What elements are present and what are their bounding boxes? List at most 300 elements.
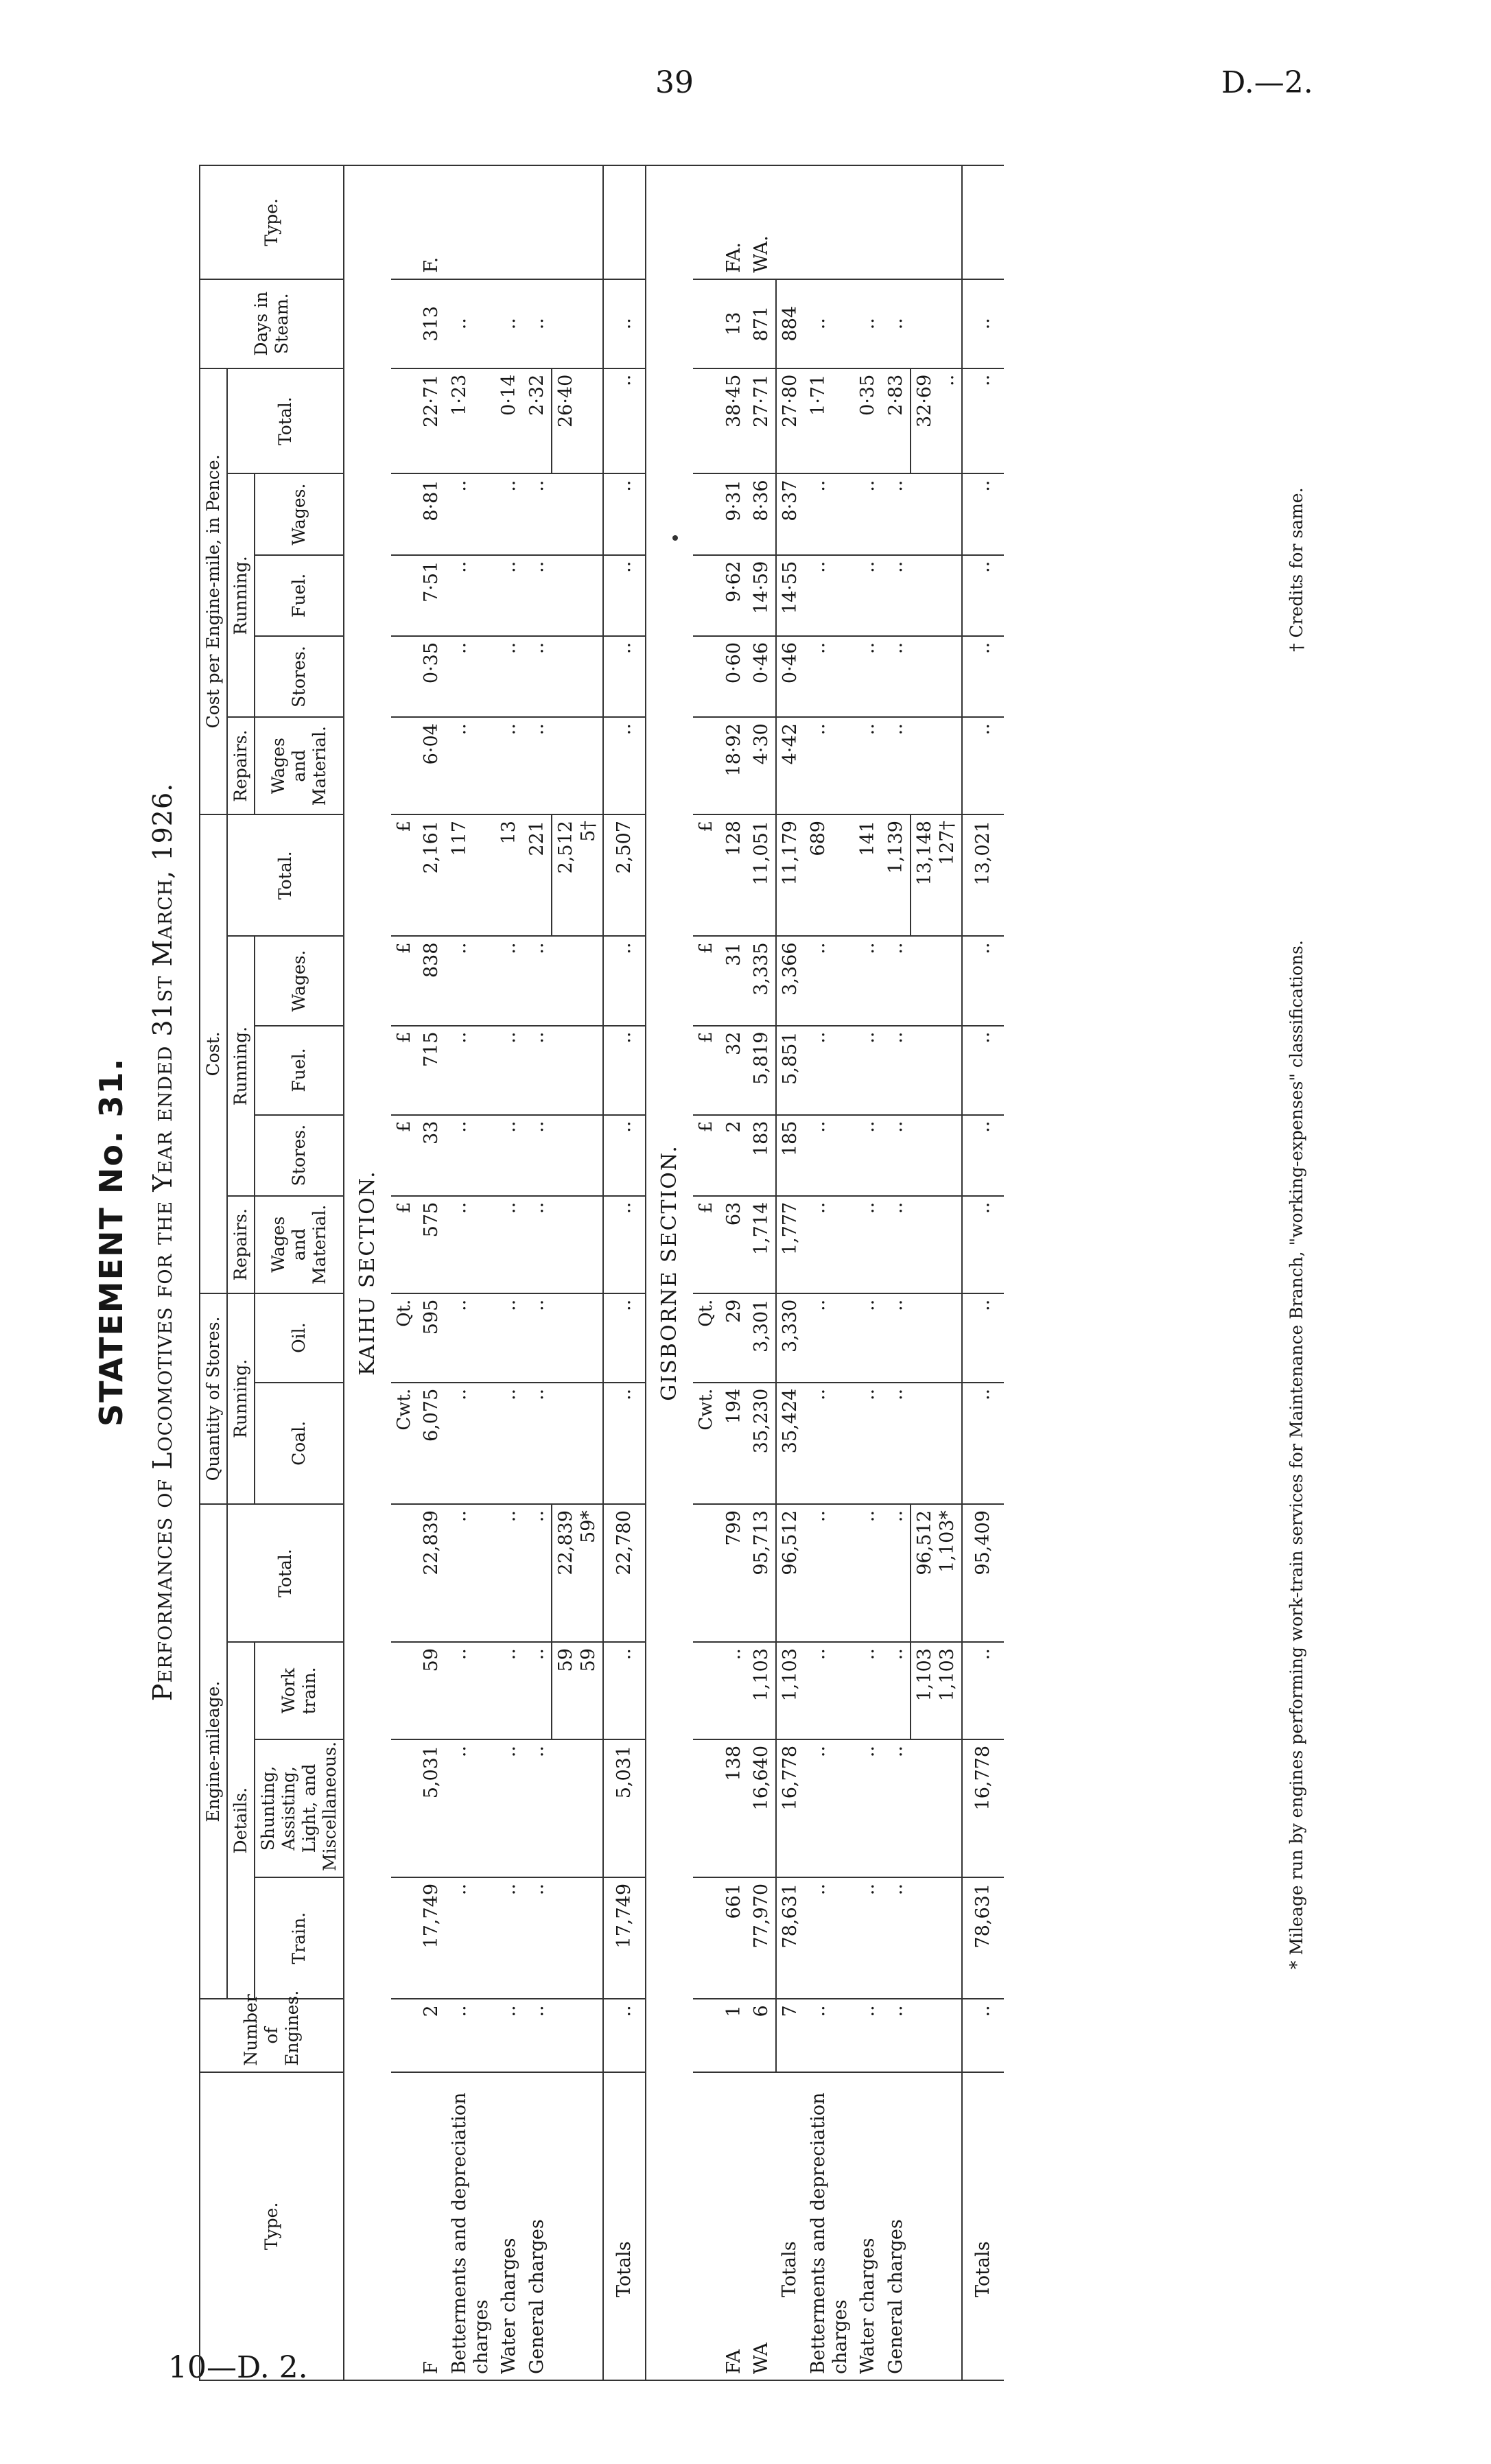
cell-pence-fuel: .. bbox=[495, 555, 523, 636]
cell-cost-repairs: .. bbox=[446, 1196, 496, 1293]
cell-oil: 29 bbox=[720, 1293, 748, 1383]
cell-engines: .. bbox=[524, 1999, 552, 2072]
cell-pence-repairs: .. bbox=[524, 717, 552, 814]
rotated-statement bbox=[82, 75, 1386, 2408]
cell-cost-stores: .. bbox=[446, 1115, 496, 1196]
cell-engines: 6 bbox=[748, 1999, 776, 2072]
cell-cost-stores: .. bbox=[854, 1115, 882, 1196]
cell-pence-wages: .. bbox=[524, 473, 552, 554]
table-row bbox=[882, 165, 911, 2380]
cell-cost-total: 2,507 bbox=[603, 814, 646, 936]
cell-cost-wages: .. bbox=[882, 936, 911, 1025]
table-row bbox=[495, 165, 523, 2380]
cell-coal: 35,424 bbox=[776, 1383, 804, 1504]
row-type: Totals bbox=[603, 2072, 646, 2380]
cell-coal: .. bbox=[524, 1383, 552, 1504]
unit-pound: £ bbox=[693, 1196, 720, 1293]
cell-pence-stores: 0·46 bbox=[776, 636, 804, 717]
cell-pence-fuel: 9·62 bbox=[720, 555, 748, 636]
row-type: Totals bbox=[776, 2072, 804, 2380]
unit-pound: £ bbox=[391, 1026, 418, 1115]
cell-cost-total: 689 bbox=[805, 814, 855, 936]
cell-cost-fuel: 5,819 bbox=[748, 1026, 776, 1115]
cell-cost-fuel: 715 bbox=[418, 1026, 445, 1115]
statement-title: STATEMENT No. 31. bbox=[93, 1057, 130, 1427]
unit-qt: Qt. bbox=[693, 1293, 720, 1383]
table-row bbox=[720, 165, 748, 2380]
cell-mileage-total: .. bbox=[854, 1504, 882, 1642]
cell-pence-stores: .. bbox=[882, 636, 911, 717]
cell-cost-repairs: .. bbox=[603, 1196, 646, 1293]
table-row bbox=[418, 165, 445, 2380]
cell-pence-total: 38·45 bbox=[720, 368, 748, 474]
unit-qt: Qt. bbox=[391, 1293, 418, 1383]
cell-cost-fuel: 5,851 bbox=[776, 1026, 804, 1115]
cell-engines: .. bbox=[962, 1999, 1004, 2072]
cell-pence-repairs: .. bbox=[854, 717, 882, 814]
cell-type-right: FA. bbox=[720, 165, 748, 279]
cell-days: .. bbox=[524, 279, 552, 368]
cell-pence-fuel: .. bbox=[805, 555, 855, 636]
cell-mileage-total: 96,512 bbox=[776, 1504, 804, 1642]
unit-pound: £ bbox=[391, 814, 418, 936]
header-engine-mileage: Engine-mileage. bbox=[200, 1504, 227, 1999]
cell-days: .. bbox=[603, 279, 646, 368]
cell-cost-stores: .. bbox=[882, 1115, 911, 1196]
header-cost-stores: Stores. bbox=[255, 1115, 344, 1196]
cell-train: .. bbox=[524, 1877, 552, 1999]
cell-engines: 1 bbox=[720, 1999, 748, 2072]
subtotal-row bbox=[911, 165, 962, 2380]
cell-cost-stores: .. bbox=[495, 1115, 523, 1196]
row-type: FA bbox=[720, 2072, 748, 2380]
cell-cost-wages: .. bbox=[524, 936, 552, 1025]
cell-engines: 2 bbox=[418, 1999, 445, 2072]
cell-train: .. bbox=[446, 1877, 496, 1999]
cell-cost-wages: 838 bbox=[418, 936, 445, 1025]
cell-cost-repairs: .. bbox=[882, 1196, 911, 1293]
unit-pound: £ bbox=[391, 936, 418, 1025]
cell-oil: .. bbox=[805, 1293, 855, 1383]
cell-pence-repairs: .. bbox=[805, 717, 855, 814]
cell-mileage-total: 96,512 1,103* bbox=[911, 1504, 962, 1642]
header-number-of-engines: Number of Engines. bbox=[200, 1999, 344, 2072]
cell-shunting: 5,031 bbox=[603, 1739, 646, 1877]
cell-days: 313 bbox=[418, 279, 445, 368]
cell-work-train: .. bbox=[524, 1642, 552, 1739]
cell-cost-repairs: .. bbox=[962, 1196, 1004, 1293]
cell-coal: .. bbox=[495, 1383, 523, 1504]
cell-pence-fuel: 14·59 bbox=[748, 555, 776, 636]
cell-pence-stores: .. bbox=[854, 636, 882, 717]
cell-work-train: .. bbox=[603, 1642, 646, 1739]
cell-type-right bbox=[805, 165, 855, 279]
cell-pence-total: 1·71 bbox=[805, 368, 855, 474]
cell-pence-repairs: 6·04 bbox=[418, 717, 445, 814]
header-type-right: Type. bbox=[200, 165, 344, 279]
cell-cost-repairs: 63 bbox=[720, 1196, 748, 1293]
cell-days: 13 bbox=[720, 279, 748, 368]
cell-cost-fuel: 32 bbox=[720, 1026, 748, 1115]
cell-cost-wages: .. bbox=[495, 936, 523, 1025]
header-quantity-of-stores: Quantity of Stores. bbox=[200, 1293, 227, 1504]
cell-type-right bbox=[495, 165, 523, 279]
totals-row bbox=[603, 165, 646, 2380]
cell-pence-stores: .. bbox=[524, 636, 552, 717]
cell-work-train: 1,103 1,103 bbox=[911, 1642, 962, 1739]
cell-cost-repairs: .. bbox=[495, 1196, 523, 1293]
cell-cost-total: 1,139 bbox=[882, 814, 911, 936]
unit-pound: £ bbox=[693, 1026, 720, 1115]
unit-cwt: Cwt. bbox=[391, 1383, 418, 1504]
cell-engines: .. bbox=[495, 1999, 523, 2072]
row-type: F bbox=[418, 2072, 445, 2380]
cell-pence-stores: .. bbox=[603, 636, 646, 717]
cell-pence-wages: 8·36 bbox=[748, 473, 776, 554]
cell-cost-stores: 33 bbox=[418, 1115, 445, 1196]
cell-cost-fuel: .. bbox=[495, 1026, 523, 1115]
header-cost-repairs: Repairs. bbox=[227, 1196, 255, 1293]
header-mileage-total: Total. bbox=[227, 1504, 344, 1642]
cell-pence-total: 1·23 bbox=[446, 368, 496, 474]
cell-days: .. bbox=[854, 279, 882, 368]
cell-train: .. bbox=[882, 1877, 911, 1999]
row-type: General charges bbox=[882, 2072, 911, 2380]
kaihu-section-title: KAIHU SECTION. bbox=[344, 165, 391, 2380]
cell-pence-fuel: .. bbox=[524, 555, 552, 636]
cell-cost-total: 141 bbox=[854, 814, 882, 936]
cell-train: .. bbox=[854, 1877, 882, 1999]
table-row bbox=[854, 165, 882, 2380]
cell-work-train: .. bbox=[854, 1642, 882, 1739]
cell-mileage-total: 22,839 59* bbox=[552, 1504, 603, 1642]
cell-pence-total: 26·40 bbox=[552, 368, 603, 474]
table-row bbox=[524, 165, 552, 2380]
cell-pence-fuel: .. bbox=[446, 555, 496, 636]
cell-pence-repairs: .. bbox=[446, 717, 496, 814]
cell-pence-wages: .. bbox=[882, 473, 911, 554]
cell-shunting: .. bbox=[524, 1739, 552, 1877]
cell-work-train: .. bbox=[446, 1642, 496, 1739]
cell-work-train: .. bbox=[495, 1642, 523, 1739]
cell-shunting: .. bbox=[882, 1739, 911, 1877]
header-shunting: Shunting, Assisting, Light, and Miscellaneous. bbox=[255, 1739, 344, 1877]
row-type: Betterments and depreciation charges bbox=[805, 2072, 855, 2380]
cell-type-right bbox=[524, 165, 552, 279]
cell-cost-stores: .. bbox=[603, 1115, 646, 1196]
cell-cost-wages: .. bbox=[805, 936, 855, 1025]
unit-pound: £ bbox=[693, 1115, 720, 1196]
totals-row bbox=[962, 165, 1004, 2380]
cell-mileage-total: .. bbox=[524, 1504, 552, 1642]
cell-shunting: 5,031 bbox=[418, 1739, 445, 1877]
row-type: Totals bbox=[962, 2072, 1004, 2380]
cell-shunting: .. bbox=[805, 1739, 855, 1877]
cell-cost-stores: 183 bbox=[748, 1115, 776, 1196]
cell-oil: .. bbox=[882, 1293, 911, 1383]
cell-pence-stores: 0·60 bbox=[720, 636, 748, 717]
cell-type-right bbox=[446, 165, 496, 279]
cell-pence-repairs: 4·42 bbox=[776, 717, 804, 814]
cell-type-right bbox=[882, 165, 911, 279]
header-oil: Oil. bbox=[255, 1293, 344, 1383]
cell-work-train: .. bbox=[805, 1642, 855, 1739]
unit-pound: £ bbox=[693, 936, 720, 1025]
cell-mileage-total: .. bbox=[446, 1504, 496, 1642]
cell-coal: 35,230 bbox=[748, 1383, 776, 1504]
cell-pence-repairs: .. bbox=[962, 717, 1004, 814]
cell-pence-total: 0·35 bbox=[854, 368, 882, 474]
cell-type-right bbox=[776, 165, 804, 279]
cell-oil: .. bbox=[962, 1293, 1004, 1383]
cell-pence-total: 0·14 bbox=[495, 368, 523, 474]
cell-mileage-total: .. bbox=[882, 1504, 911, 1642]
cell-pence-total: 27·80 bbox=[776, 368, 804, 474]
cell-days: .. bbox=[446, 279, 496, 368]
cell-coal: .. bbox=[854, 1383, 882, 1504]
cell-train: 661 bbox=[720, 1877, 748, 1999]
cell-cost-total: 2,161 bbox=[418, 814, 445, 936]
header-cost-wages: Wages. bbox=[255, 936, 344, 1025]
row-type: Water charges bbox=[854, 2072, 882, 2380]
cell-pence-wages: .. bbox=[603, 473, 646, 554]
cell-days: .. bbox=[962, 279, 1004, 368]
cell-coal: 6,075 bbox=[418, 1383, 445, 1504]
cell-mileage-total: 22,839 bbox=[418, 1504, 445, 1642]
cell-pence-total: 32·69 .. bbox=[911, 368, 962, 474]
header-cost-fuel: Fuel. bbox=[255, 1026, 344, 1115]
cell-days: 871 bbox=[748, 279, 776, 368]
cell-cost-fuel: .. bbox=[446, 1026, 496, 1115]
cell-cost-wages: 3,366 bbox=[776, 936, 804, 1025]
cell-pence-repairs: .. bbox=[603, 717, 646, 814]
cell-coal: .. bbox=[446, 1383, 496, 1504]
header-stores-running: Running. bbox=[227, 1293, 255, 1504]
cell-pence-wages: 8·81 bbox=[418, 473, 445, 554]
header-pence-stores: Stores. bbox=[255, 636, 344, 717]
cell-pence-wages: 8·37 bbox=[776, 473, 804, 554]
cell-shunting: 16,778 bbox=[962, 1739, 1004, 1877]
cell-cost-wages: .. bbox=[962, 936, 1004, 1025]
cell-pence-total: 22·71 bbox=[418, 368, 445, 474]
cell-days: .. bbox=[805, 279, 855, 368]
cell-coal: 194 bbox=[720, 1383, 748, 1504]
cell-train: 78,631 bbox=[776, 1877, 804, 1999]
table-row bbox=[748, 165, 776, 2380]
cell-pence-wages: .. bbox=[495, 473, 523, 554]
unit-cwt: Cwt. bbox=[693, 1383, 720, 1504]
cell-days: .. bbox=[882, 279, 911, 368]
cell-oil: .. bbox=[495, 1293, 523, 1383]
footer-reference: 10—D. 2. bbox=[168, 2350, 308, 2385]
header-pence-wages: Wages. bbox=[255, 473, 344, 554]
cell-cost-total: 13,148 127† bbox=[911, 814, 962, 936]
cell-cost-stores: 185 bbox=[776, 1115, 804, 1196]
cell-work-train: .. bbox=[720, 1642, 748, 1739]
statement-subtitle: Performances of Locomotives for the Year ended 31st March, 1926. bbox=[148, 782, 178, 1702]
row-type: Betterments and depreciation charges bbox=[446, 2072, 496, 2380]
cell-pence-repairs: .. bbox=[882, 717, 911, 814]
header-pence-repairs: Repairs. bbox=[227, 717, 255, 814]
cell-cost-wages: 31 bbox=[720, 936, 748, 1025]
cell-cost-total: 117 bbox=[446, 814, 496, 936]
cell-type-right bbox=[854, 165, 882, 279]
header-pence-total: Total. bbox=[227, 368, 344, 474]
header-train: Train. bbox=[255, 1877, 344, 1999]
cell-days: .. bbox=[495, 279, 523, 368]
cell-pence-repairs: 18·92 bbox=[720, 717, 748, 814]
cell-pence-fuel: .. bbox=[962, 555, 1004, 636]
subtotal-row bbox=[552, 165, 603, 2380]
header-pence-fuel: Fuel. bbox=[255, 555, 344, 636]
header-details: Details. bbox=[227, 1642, 255, 1999]
cell-cost-repairs: .. bbox=[805, 1196, 855, 1293]
unit-pound: £ bbox=[391, 1196, 418, 1293]
cell-shunting: 16,778 bbox=[776, 1739, 804, 1877]
cell-cost-fuel: .. bbox=[854, 1026, 882, 1115]
cell-oil: .. bbox=[446, 1293, 496, 1383]
header-days-in-steam: Days in Steam. bbox=[200, 279, 344, 368]
cell-cost-total: 2,512 5† bbox=[552, 814, 603, 936]
cell-cost-fuel: .. bbox=[962, 1026, 1004, 1115]
cell-pence-wages: .. bbox=[854, 473, 882, 554]
cell-pence-wages: .. bbox=[446, 473, 496, 554]
table-row bbox=[446, 165, 496, 2380]
cell-cost-total: 13 bbox=[495, 814, 523, 936]
table-row bbox=[805, 165, 855, 2380]
cell-engines: .. bbox=[854, 1999, 882, 2072]
header-cost: Cost. bbox=[200, 814, 227, 1293]
cell-coal: .. bbox=[962, 1383, 1004, 1504]
document-reference: D.—2. bbox=[1221, 65, 1313, 100]
row-type: Water charges bbox=[495, 2072, 523, 2380]
cell-engines: .. bbox=[603, 1999, 646, 2072]
row-type: General charges bbox=[524, 2072, 552, 2380]
cell-cost-total: 11,179 bbox=[776, 814, 804, 936]
cell-engines: .. bbox=[446, 1999, 496, 2072]
cell-work-train: 1,103 bbox=[748, 1642, 776, 1739]
cell-work-train: 59 bbox=[418, 1642, 445, 1739]
cell-work-train: 59 59 bbox=[552, 1642, 603, 1739]
cell-shunting: .. bbox=[446, 1739, 496, 1877]
header-pence-running: Running. bbox=[227, 473, 255, 717]
cell-pence-stores: .. bbox=[495, 636, 523, 717]
cell-pence-fuel: .. bbox=[882, 555, 911, 636]
cell-pence-total: 2·32 bbox=[524, 368, 552, 474]
cell-shunting: 138 bbox=[720, 1739, 748, 1877]
cell-cost-fuel: .. bbox=[524, 1026, 552, 1115]
cell-cost-repairs: .. bbox=[854, 1196, 882, 1293]
header-pence-wages-material: Wages and Material. bbox=[255, 717, 344, 814]
cell-train: 17,749 bbox=[603, 1877, 646, 1999]
cell-days: 884 bbox=[776, 279, 804, 368]
cell-mileage-total: .. bbox=[495, 1504, 523, 1642]
cell-oil: 595 bbox=[418, 1293, 445, 1383]
cell-train: .. bbox=[805, 1877, 855, 1999]
cell-pence-wages: .. bbox=[805, 473, 855, 554]
cell-cost-total: 13,021 bbox=[962, 814, 1004, 936]
header-cost-running: Running. bbox=[227, 936, 255, 1195]
cell-engines: .. bbox=[882, 1999, 911, 2072]
row-type: WA bbox=[748, 2072, 776, 2380]
cell-type-right: WA. bbox=[748, 165, 776, 279]
cell-pence-stores: 0·35 bbox=[418, 636, 445, 717]
cell-pence-fuel: 14·55 bbox=[776, 555, 804, 636]
cell-pence-repairs: 4·30 bbox=[748, 717, 776, 814]
footnote-dagger: † Credits for same. bbox=[1287, 487, 1306, 652]
cell-work-train: 1,103 bbox=[776, 1642, 804, 1739]
cell-shunting: 16,640 bbox=[748, 1739, 776, 1877]
header-type: Type. bbox=[200, 2072, 344, 2380]
cell-cost-total: 11,051 bbox=[748, 814, 776, 936]
cell-oil: .. bbox=[524, 1293, 552, 1383]
cell-pence-wages: .. bbox=[962, 473, 1004, 554]
cell-pence-fuel: .. bbox=[603, 555, 646, 636]
cell-coal: .. bbox=[882, 1383, 911, 1504]
cell-coal: .. bbox=[805, 1383, 855, 1504]
cell-cost-total: 128 bbox=[720, 814, 748, 936]
cell-pence-fuel: .. bbox=[854, 555, 882, 636]
cell-cost-wages: 3,335 bbox=[748, 936, 776, 1025]
cell-cost-stores: .. bbox=[962, 1115, 1004, 1196]
cell-oil: .. bbox=[854, 1293, 882, 1383]
table-row bbox=[776, 165, 804, 2380]
cell-pence-stores: 0·46 bbox=[748, 636, 776, 717]
header-cost-per-mile: Cost per Engine-mile, in Pence. bbox=[200, 368, 227, 814]
cell-oil: 3,301 bbox=[748, 1293, 776, 1383]
cell-cost-repairs: 1,777 bbox=[776, 1196, 804, 1293]
cell-pence-total: 2·83 bbox=[882, 368, 911, 474]
cell-shunting: .. bbox=[854, 1739, 882, 1877]
page-number: 39 bbox=[655, 65, 694, 100]
cell-oil: 3,330 bbox=[776, 1293, 804, 1383]
cell-pence-stores: .. bbox=[962, 636, 1004, 717]
cell-pence-total: 27·71 bbox=[748, 368, 776, 474]
cell-pence-total: .. bbox=[603, 368, 646, 474]
cell-engines: 7 bbox=[776, 1999, 804, 2072]
cell-coal: .. bbox=[603, 1383, 646, 1504]
header-coal: Coal. bbox=[255, 1383, 344, 1504]
cell-type-right: F. bbox=[418, 165, 445, 279]
cell-cost-repairs: 575 bbox=[418, 1196, 445, 1293]
cell-cost-stores: 2 bbox=[720, 1115, 748, 1196]
cell-mileage-total: 799 bbox=[720, 1504, 748, 1642]
header-work-train: Work train. bbox=[255, 1642, 344, 1739]
cell-cost-wages: .. bbox=[446, 936, 496, 1025]
cell-shunting: .. bbox=[495, 1739, 523, 1877]
footnote-asterisk: * Mileage run by engines performing work-train services for Maintenance Branch, "working-expenses" classifications. bbox=[1287, 940, 1306, 1969]
locomotive-performance-table bbox=[199, 165, 1004, 2381]
cell-cost-wages: .. bbox=[603, 936, 646, 1025]
cell-mileage-total: 95,409 bbox=[962, 1504, 1004, 1642]
cell-cost-total: 221 bbox=[524, 814, 552, 936]
cell-cost-stores: .. bbox=[805, 1115, 855, 1196]
cell-cost-fuel: .. bbox=[603, 1026, 646, 1115]
cell-cost-repairs: 1,714 bbox=[748, 1196, 776, 1293]
unit-pound: £ bbox=[391, 1115, 418, 1196]
header-cost-total: Total. bbox=[227, 814, 344, 936]
cell-train: 17,749 bbox=[418, 1877, 445, 1999]
header-cost-wages-material: Wages and Material. bbox=[255, 1196, 344, 1293]
cell-train: .. bbox=[495, 1877, 523, 1999]
cell-pence-fuel: 7·51 bbox=[418, 555, 445, 636]
cell-mileage-total: 95,713 bbox=[748, 1504, 776, 1642]
cell-train: 78,631 bbox=[962, 1877, 1004, 1999]
gisborne-section-title: GISBORNE SECTION. bbox=[646, 165, 693, 2380]
cell-cost-repairs: .. bbox=[524, 1196, 552, 1293]
cell-pence-total: .. bbox=[962, 368, 1004, 474]
cell-pence-stores: .. bbox=[446, 636, 496, 717]
